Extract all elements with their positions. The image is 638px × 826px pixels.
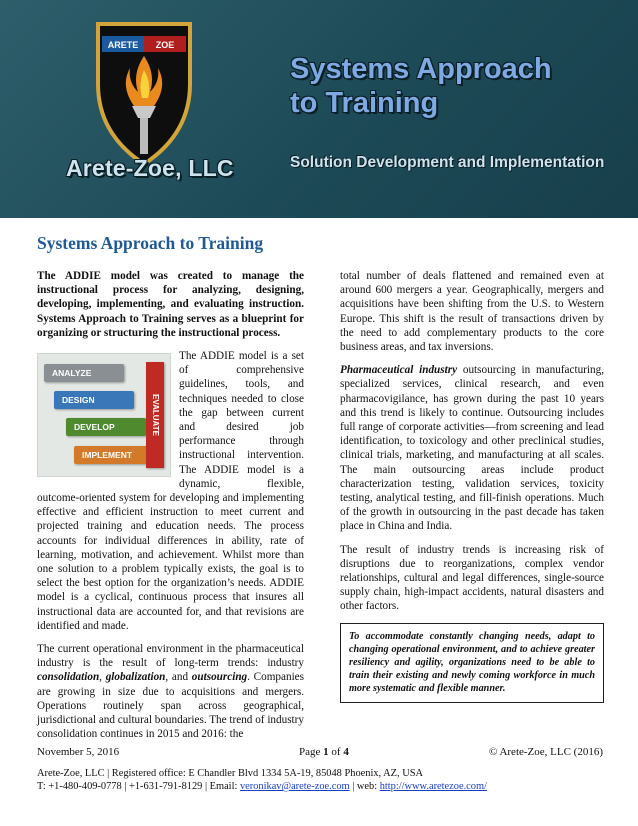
stage-evaluate [146, 362, 164, 468]
contact-info [37, 767, 617, 793]
intro-paragraph: The ADDIE model was created to manage the instructional process for analyzing, designing, developing, implementing, and evaluating instruction. Systems Approach to Training serves as a blueprint for organizing or structuring the instructional process. [37, 270, 304, 339]
contact-line [37, 780, 617, 793]
page-current: 1 [323, 746, 329, 758]
title-line-1: Systems Approach [290, 53, 552, 85]
mergers-paragraph: total number of deals flattened and remained even at around 600 mergers a year. Geographically, mergers and acquisitions have been shifting from the U.S. to Western Europe. This shift is the result of transactions driven by the need to add complementary products to the core business areas, and tax inversions. [340, 270, 604, 354]
office-address: Arete-Zoe, LLC | Registered office: E Chandler Blvd 1334 5A-19, 85048 Phoenix, AZ, USA [37, 768, 423, 779]
document-subtitle: Solution Development and Implementation [290, 154, 605, 171]
outsourcing-paragraph [340, 363, 604, 533]
env-text-c: , [99, 671, 106, 684]
page-number [299, 746, 349, 758]
evaluate-label: EVALUATE [151, 394, 161, 436]
company-name: Arete-Zoe, LLC [66, 155, 234, 181]
pharma-industry-lead: Pharmaceutical industry [340, 364, 458, 377]
callout-box: To accommodate constantly changing needs, adapt to changing operational environment, and to achieve greater resiliency and agility, organizations need to be able to train their existing and newly coming workforce in much more systematic and flexible manner. [340, 623, 604, 703]
env-text-e: , and [165, 671, 192, 684]
logo-text-right: ZOE [155, 40, 175, 50]
web-prefix: | web: [349, 781, 380, 792]
addie-diagram [37, 353, 171, 477]
stage-develop: DEVELOP [66, 418, 146, 436]
phone-text: T: +1-480-409-0778 | +1-631-791-8129 | Email: [37, 781, 240, 792]
stage-analyze: ANALYZE [44, 364, 124, 382]
addie-text: The ADDIE model is a set of comprehensive guidelines, tools, and techniques needed to close the gap between current and desired job performance through instructional intervention. The ADDIE model is a dynamic, flexible, outcome-oriented system for developing and implementing effective and efficient instruction to meet current and projected training and education needs. The process accounts for individual differences in ability, rate of learning, motivation, and achievement. Whilst more than one solution to a problem typically exists, the goal is to select the best option for the organization’s needs. ADDIE model is a cyclical, continuous process that insures all instructional data are accounted for, and that revisions are identified and made. [37, 350, 304, 632]
title-line-2: to Training [290, 87, 439, 119]
logo-text-left: ARETE [107, 40, 139, 50]
env-text-g: . Companies are growing in size due to acquisitions and mergers. Operations routinely span across geographical, jurisdictional and cultural boundaries. The trend of industry consolidation continues in 2015 and 2016: the [37, 671, 305, 741]
email-link[interactable]: veronikav@arete-zoe.com [239, 781, 350, 792]
risk-paragraph: The result of industry trends is increasing risk of disruptions due to reorganizations, complex vendor relationships, cultural and legal differences, single-source supply chain, high-impact accidents, natural disasters and other factors. [340, 543, 604, 613]
term-outsourcing: outsourcing [191, 671, 248, 684]
document-title [290, 52, 620, 120]
website-link[interactable]: http://www.aretezoe.com/ [379, 781, 487, 792]
env-text-a: The current operational environment in the pharmaceutical industry is the result of long-term trends: industry [37, 643, 304, 670]
footer-copyright: © Arete-Zoe, LLC (2016) [488, 746, 603, 758]
page-total: 4 [343, 746, 349, 758]
term-consolidation: consolidation [37, 671, 100, 684]
environment-paragraph [37, 642, 304, 741]
header-banner [0, 0, 638, 218]
stage-design: DESIGN [54, 391, 134, 409]
addie-paragraph [37, 349, 304, 633]
page-of: of [328, 746, 344, 758]
page-heading: Systems Approach to Training [37, 233, 264, 253]
left-column [37, 269, 304, 751]
page-prefix: Page [299, 746, 324, 758]
footer-date: November 5, 2016 [37, 746, 120, 758]
outsourcing-text: outsourcing in manufacturing, specialized services, clinical research, and even pharmacovigilance, has grown during the past 10 years and this trend is likely to continue. Outsourcing includes full range of corporate activities—from screening and lead identification, to toxicology and other preclinical studies, clinical trials, marketing, and manufacturing at all scales. The main outsourcing areas include product characterization testing, validation services, toxicity testing, analytical testing, and fill-finish operations. Much of the growth in outsourcing in the past decade has taken place in China and India. [340, 364, 604, 533]
term-globalization: globalization [105, 671, 166, 684]
torch-shield-logo-icon [84, 14, 204, 174]
stage-implement: IMPLEMENT [74, 446, 154, 464]
right-column [340, 269, 604, 703]
